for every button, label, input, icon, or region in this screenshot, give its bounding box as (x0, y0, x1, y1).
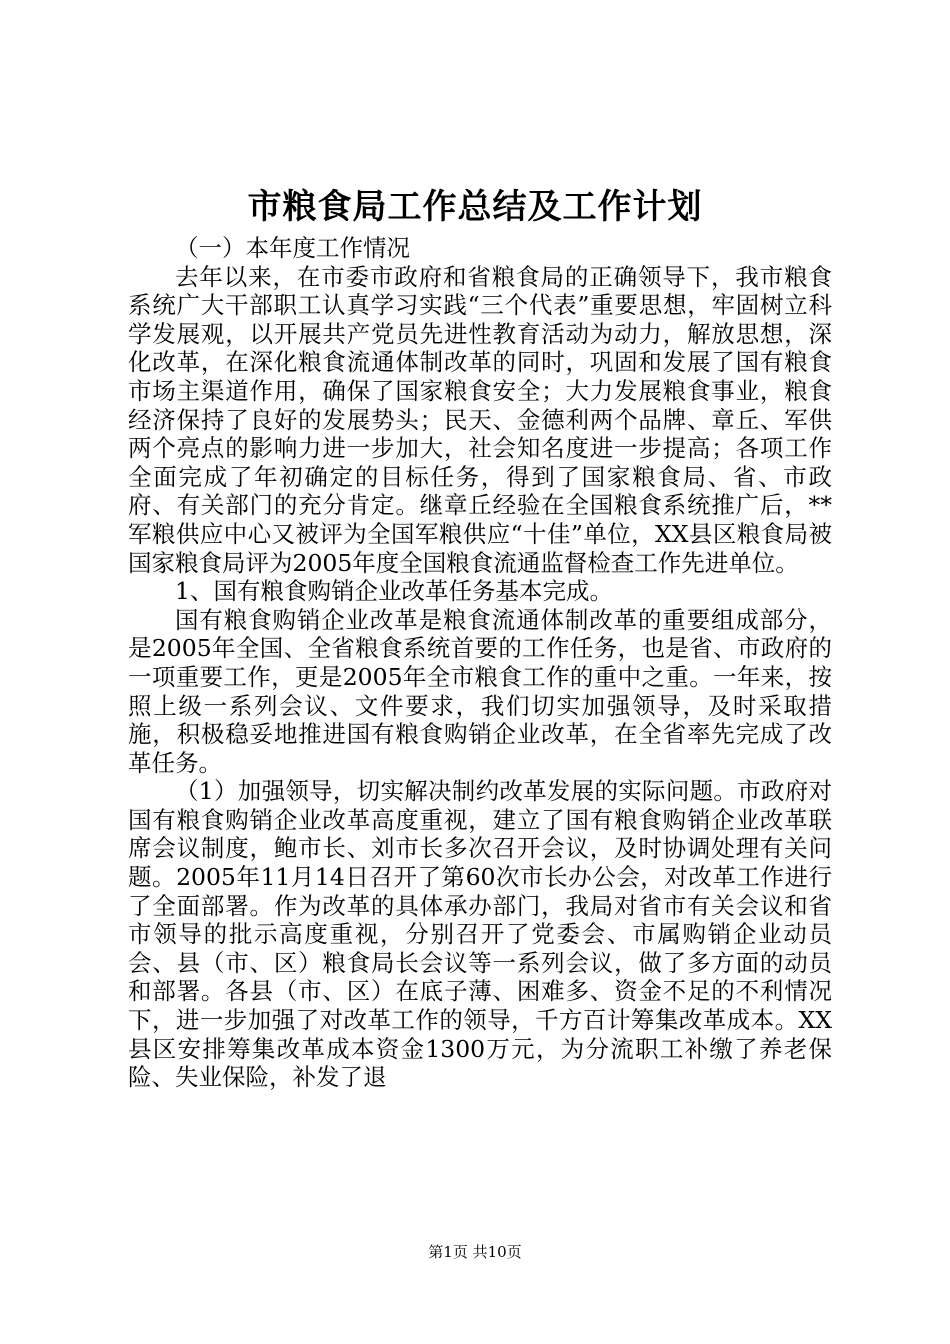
body-paragraph: 去年以来，在市委市政府和省粮食局的正确领导下，我市粮食系统广大干部职工认真学习实践“三个代表”重要思想，牢固树立科学发展观，以开展共产党员先进性教育活动为动力，解放思想，深化改革，在深化粮食流通体制改革的同时，巩固和发展了国有粮食市场主渠道作用，确保了国家粮食安全；大力发展粮食事业，粮食经济保持了良好的发展势头；民天、金德利两个品牌、章丘、军供两个亮点的影响力进一步加大，社会知名度进一步提高；各项工作全面完成了年初确定的目标任务，得到了国家粮食局、省、市政府、有关部门的充分肯定。继章丘经验在全国粮食系统推广后，**军粮供应中心又被评为全国军粮供应“十佳”单位，XX县区粮食局被国家粮食局评为2005年度全国粮食流通监督检查工作先进单位。 (128, 262, 832, 577)
document-body (128, 234, 832, 1092)
subsection-heading: 1、国有粮食购销企业改革任务基本完成。 (175, 577, 613, 606)
document-title: 市粮食局工作总结及工作计划 (247, 187, 703, 227)
body-paragraph: 国有粮食购销企业改革是粮食流通体制改革的重要组成部分，是2005年全国、全省粮食系统首要的工作任务，也是省、市政府的一项重要工作，更是2005年全市粮食工作的重中之重。一年来，按照上级一系列会议、文件要求，我们切实加强领导，及时采取措施，积极稳妥地推进国有粮食购销企业改革，在全省率先完成了改革任务。 (128, 605, 832, 777)
body-paragraph: （1）加强领导，切实解决制约改革发展的实际问题。市政府对国有粮食购销企业改革高度重视，建立了国有粮食购销企业改革联席会议制度，鲍市长、刘市长多次召开会议，及时协调处理有关问题。2005年11月14日召开了第60次市长办公会，对改革工作进行了全面部署。作为改革的具体承办部门，我局对省市有关会议和省市领导的批示高度重视，分别召开了党委会、市属购销企业动员会、县（市、区）粮食局长会议等一系列会议，做了多方面的动员和部署。各县（市、区）在底子薄、困难多、资金不足的不利情况下，进一步加强了对改革工作的领导，千方百计筹集改革成本。XX县区安排筹集改革成本资金1300万元，为分流职工补缴了养老保险、失业保险，补发了退 (128, 777, 832, 1092)
section-heading: （一）本年度工作情况 (175, 234, 410, 262)
page-number-footer: 第1页 共10页 (428, 1243, 522, 1261)
